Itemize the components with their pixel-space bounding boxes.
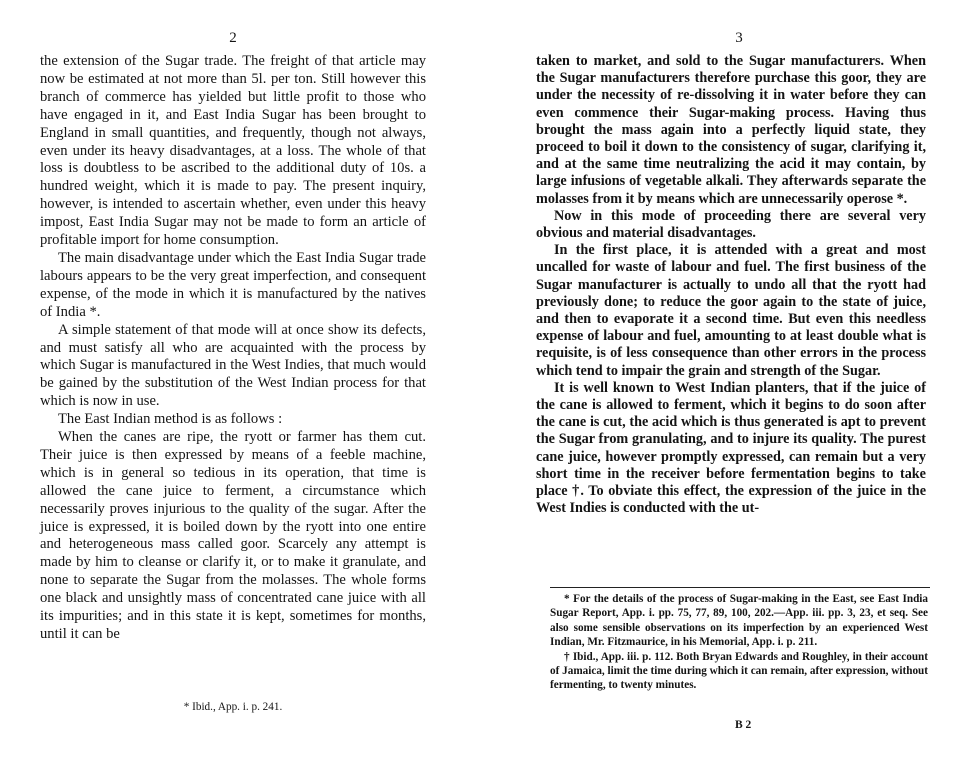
signature-mark: B 2 <box>735 719 752 731</box>
paragraph: A simple statement of that mode will at once show its defects, and must satisfy all who are acquainted with the process by which Sugar is manufactured in the West Indies, that much would be gained by the substitution of the West Indian process for that which is now in use. <box>40 321 426 410</box>
footnotes <box>550 592 928 693</box>
footnote-rule <box>550 587 930 588</box>
page-number: 3 <box>735 30 743 46</box>
paragraph: taken to market, and sold to the Sugar manufacturers. When the Sugar manufacturers therefore purchase this goor, they are under the necessity of re-dissolving it in water before they can even commence their Sugar-making process. Having thus brought the mass again into a perfectly liquid state, they proceed to boil it down to the consistency of sugar, clarifying it, and at the same time neutralizing the acid it may contain, by large infusions of vegetable alkali. They afterwards separate the molasses from it by means which are unnecessarily operose *. <box>536 53 926 207</box>
page-body <box>536 53 926 517</box>
paragraph: Now in this mode of proceeding there are several very obvious and material disadvantages. <box>536 207 926 242</box>
footnote: * Ibid., App. i. p. 241. <box>183 701 283 713</box>
paragraph: the extension of the Sugar trade. The freight of that article may now be estimated at not more than 5l. per ton. Still however this branch of commerce has yielded but little profit to those who have engaged in it, and East India Sugar has been brought to England in small quantities, and frequently, though not always, even under its heavy disadvantages, at a loss. The whole of that loss is doubtless to be ascribed to the additional duty of 10s. a hundred weight, which it is made to pay. The present inquiry, however, is intended to ascertain whether, even under this heavy impost, East India Sugar may not be made to form an article of profitable import for home consumption. <box>40 53 426 249</box>
paragraph: When the canes are ripe, the ryott or farmer has them cut. Their juice is then expressed by means of a feeble machine, which is in general so tedious in its operation, that time is allowed the cane juice to ferment, a circumstance which necessarily proves injurious to the quality of the sugar. After the juice is expressed, it is boiled down by the ryott into one entire and heterogeneous mass called goor. Scarcely any attempt is made by him to cleanse or clarify it, or to make it granulate, and none to separate the Sugar from the molasses. The whole forms one black and unsightly mass of concentrated cane juice with all its impurities; and in this state it is kept, sometimes for months, until it can be <box>40 429 426 642</box>
page-number: 2 <box>229 30 237 46</box>
page-body <box>40 53 426 644</box>
paragraph: In the first place, it is attended with a great and most uncalled for waste of labour and fuel. The first business of the Sugar manufacturer is actually to undo all that the ryott had previously done; to reduce the goor again to the state of juice, and then to evaporate it a second time. But even this needless expense of labour and fuel, amounting to at least double what is requisite, is of less consequence than other errors in the process which tend to impair the grain and strength of the Sugar. <box>536 242 926 379</box>
paragraph: The East Indian method is as follows : <box>58 411 283 428</box>
right-page <box>490 0 980 762</box>
paragraph: The main disadvantage under which the East India Sugar trade labours appears to be the very great imperfection, and consequent expense, of the mode in which it is manufactured by the natives of India *. <box>40 249 426 320</box>
footnote: † Ibid., App. iii. p. 112. Both Bryan Edwards and Roughley, in their account of Jamaica, limit the time during which it can remain, after expression, without fermenting, to twenty minutes. <box>550 650 928 692</box>
footnote: * For the details of the process of Sugar-making in the East, see East India Sugar Report, App. i. pp. 75, 77, 89, 100, 202.—App. iii. pp. 3, 23, et seq. See also some sensible observations on its imperfection by an experienced West Indian, Mr. Fitzmaurice, in his Memorial, App. i. p. 211. <box>550 593 928 649</box>
paragraph: It is well known to West Indian planters, that if the juice of the cane is allowed to ferment, which it begins to do soon after the cane is cut, the acid which is thus generated is apt to prevent the Sugar from granulating, and to injure its quality. The purest cane juice, however promptly expressed, can remain but a very short time in the receiver before fermentation begins to take place †. To obviate this effect, the expression of the juice in the West Indies is conducted with the ut- <box>536 379 926 517</box>
